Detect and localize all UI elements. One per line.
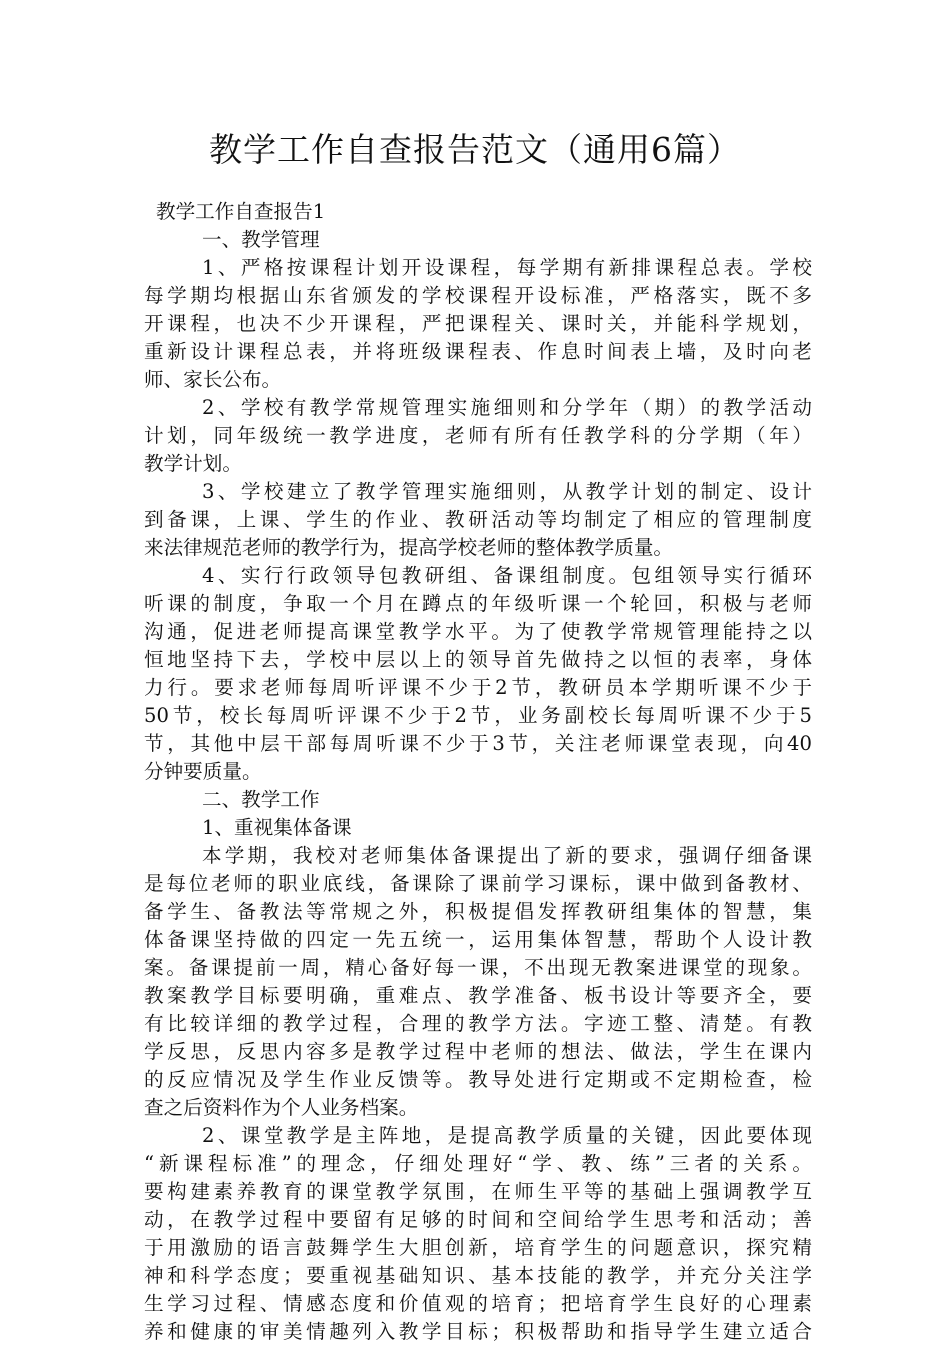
- text-line: 开课程，也决不少开课程，严把课程关、课时关，并能科学规划，: [144, 312, 812, 335]
- text-line: 神和科学态度；要重视基础知识、基本技能的教学，并充分关注学: [144, 1264, 812, 1287]
- text-line: 的反应情况及学生作业反馈等。教导处进行定期或不定期检查，检: [144, 1068, 812, 1091]
- text-line: 体备课坚持做的四定一先五统一，运用集体智慧，帮助个人设计教: [144, 928, 812, 951]
- text-line: 恒地坚持下去，学校中层以上的领导首先做持之以恒的表率，身体: [144, 648, 812, 671]
- text-line: 2、课堂教学是主阵地，是提高教学质量的关键，因此要体现: [202, 1124, 812, 1147]
- subheading-collective-lesson-prep: 1、重视集体备课: [202, 816, 352, 839]
- text-line: 沟通，促进老师提高课堂教学水平。为了使教学常规管理能持之以: [144, 620, 812, 643]
- text-line: 要构建素养教育的课堂教学氛围，在师生平等的基础上强调教学互: [144, 1180, 812, 1203]
- document-body: [144, 198, 812, 1346]
- paragraph-5: [144, 842, 812, 1122]
- text-line: 是每位老师的职业底线，备课除了课前学习课标，课中做到备教材、: [144, 872, 812, 895]
- text-line: 3、学校建立了教学管理实施细则，从教学计划的制定、设计: [202, 480, 812, 503]
- paragraph-4: [144, 562, 812, 786]
- heading-teaching-work: 二、教学工作: [202, 788, 320, 811]
- text-line: 每学期均根据山东省颁发的学校课程开设标准，严格落实，既不多: [144, 284, 812, 307]
- text-line: 备学生、备教法等常规之外，积极提倡发挥教研组集体的智慧，集: [144, 900, 812, 923]
- text-line: 分钟要质量。: [144, 760, 262, 783]
- text-line: 计划，同年级统一教学进度，老师有所有任教学科的分学期（年）: [144, 424, 812, 447]
- text-line: 节，其他中层干部每周听课不少于3节，关注老师课堂表现，向40: [144, 732, 812, 755]
- paragraph-1: [144, 254, 812, 394]
- paragraph-2: [144, 394, 812, 478]
- text-line: 学反思，反思内容多是教学过程中老师的想法、做法，学生在课内: [144, 1040, 812, 1063]
- text-line: 动，在教学过程中要留有足够的时间和空间给学生思考和活动；善: [144, 1208, 812, 1231]
- paragraph-3: [144, 478, 812, 562]
- text-line: 来法律规范老师的教学行为，提高学校老师的整体教学质量。: [144, 536, 674, 559]
- heading-teaching-management: 一、教学管理: [202, 228, 320, 251]
- text-line: 本学期，我校对老师集体备课提出了新的要求，强调仔细备课: [202, 844, 812, 867]
- text-line: 1、严格按课程计划开设课程，每学期有新排课程总表。学校: [202, 256, 812, 279]
- text-line: 力行。要求老师每周听评课不少于2节，教研员本学期听课不少于: [144, 676, 812, 699]
- text-line: 听课的制度，争取一个月在蹲点的年级听课一个轮回，积极与老师: [144, 592, 812, 615]
- section-title: 教学工作自查报告1: [156, 200, 326, 223]
- text-line: 教学计划。: [144, 452, 242, 475]
- text-line: 养和健康的审美情趣列入教学目标；积极帮助和指导学生建立适合: [144, 1320, 812, 1343]
- text-line: 案。备课提前一周，精心备好每一课，不出现无教案进课堂的现象。: [144, 956, 812, 979]
- text-line: 有比较详细的教学过程，合理的教学方法。字迹工整、清楚。有教: [144, 1012, 812, 1035]
- text-line: 到备课，上课、学生的作业、教研活动等均制定了相应的管理制度: [144, 508, 812, 531]
- paragraph-6: [144, 1122, 812, 1346]
- text-line: “新课程标准”的理念，仔细处理好“学、教、练”三者的关系。: [144, 1152, 812, 1175]
- text-line: 2、学校有教学常规管理实施细则和分学年（期）的教学活动: [202, 396, 812, 419]
- text-line: 查之后资料作为个人业务档案。: [144, 1096, 419, 1119]
- text-line: 生学习过程、情感态度和价值观的培育；把培育学生良好的心理素: [144, 1292, 812, 1315]
- text-line: 4、实行行政领导包教研组、备课组制度。包组领导实行循环: [202, 564, 812, 587]
- text-line: 50节，校长每周听评课不少于2节，业务副校长每周听课不少于5: [144, 704, 812, 727]
- text-line: 重新设计课程总表，并将班级课程表、作息时间表上墙，及时向老: [144, 340, 812, 363]
- text-line: 师、家长公布。: [144, 368, 282, 391]
- document-title: 教学工作自查报告范文（通用6篇）: [209, 130, 741, 169]
- text-line: 于用激励的语言鼓舞学生大胆创新，培育学生的问题意识，探究精: [144, 1236, 812, 1259]
- text-line: 教案教学目标要明确，重难点、教学准备、板书设计等要齐全，要: [144, 984, 812, 1007]
